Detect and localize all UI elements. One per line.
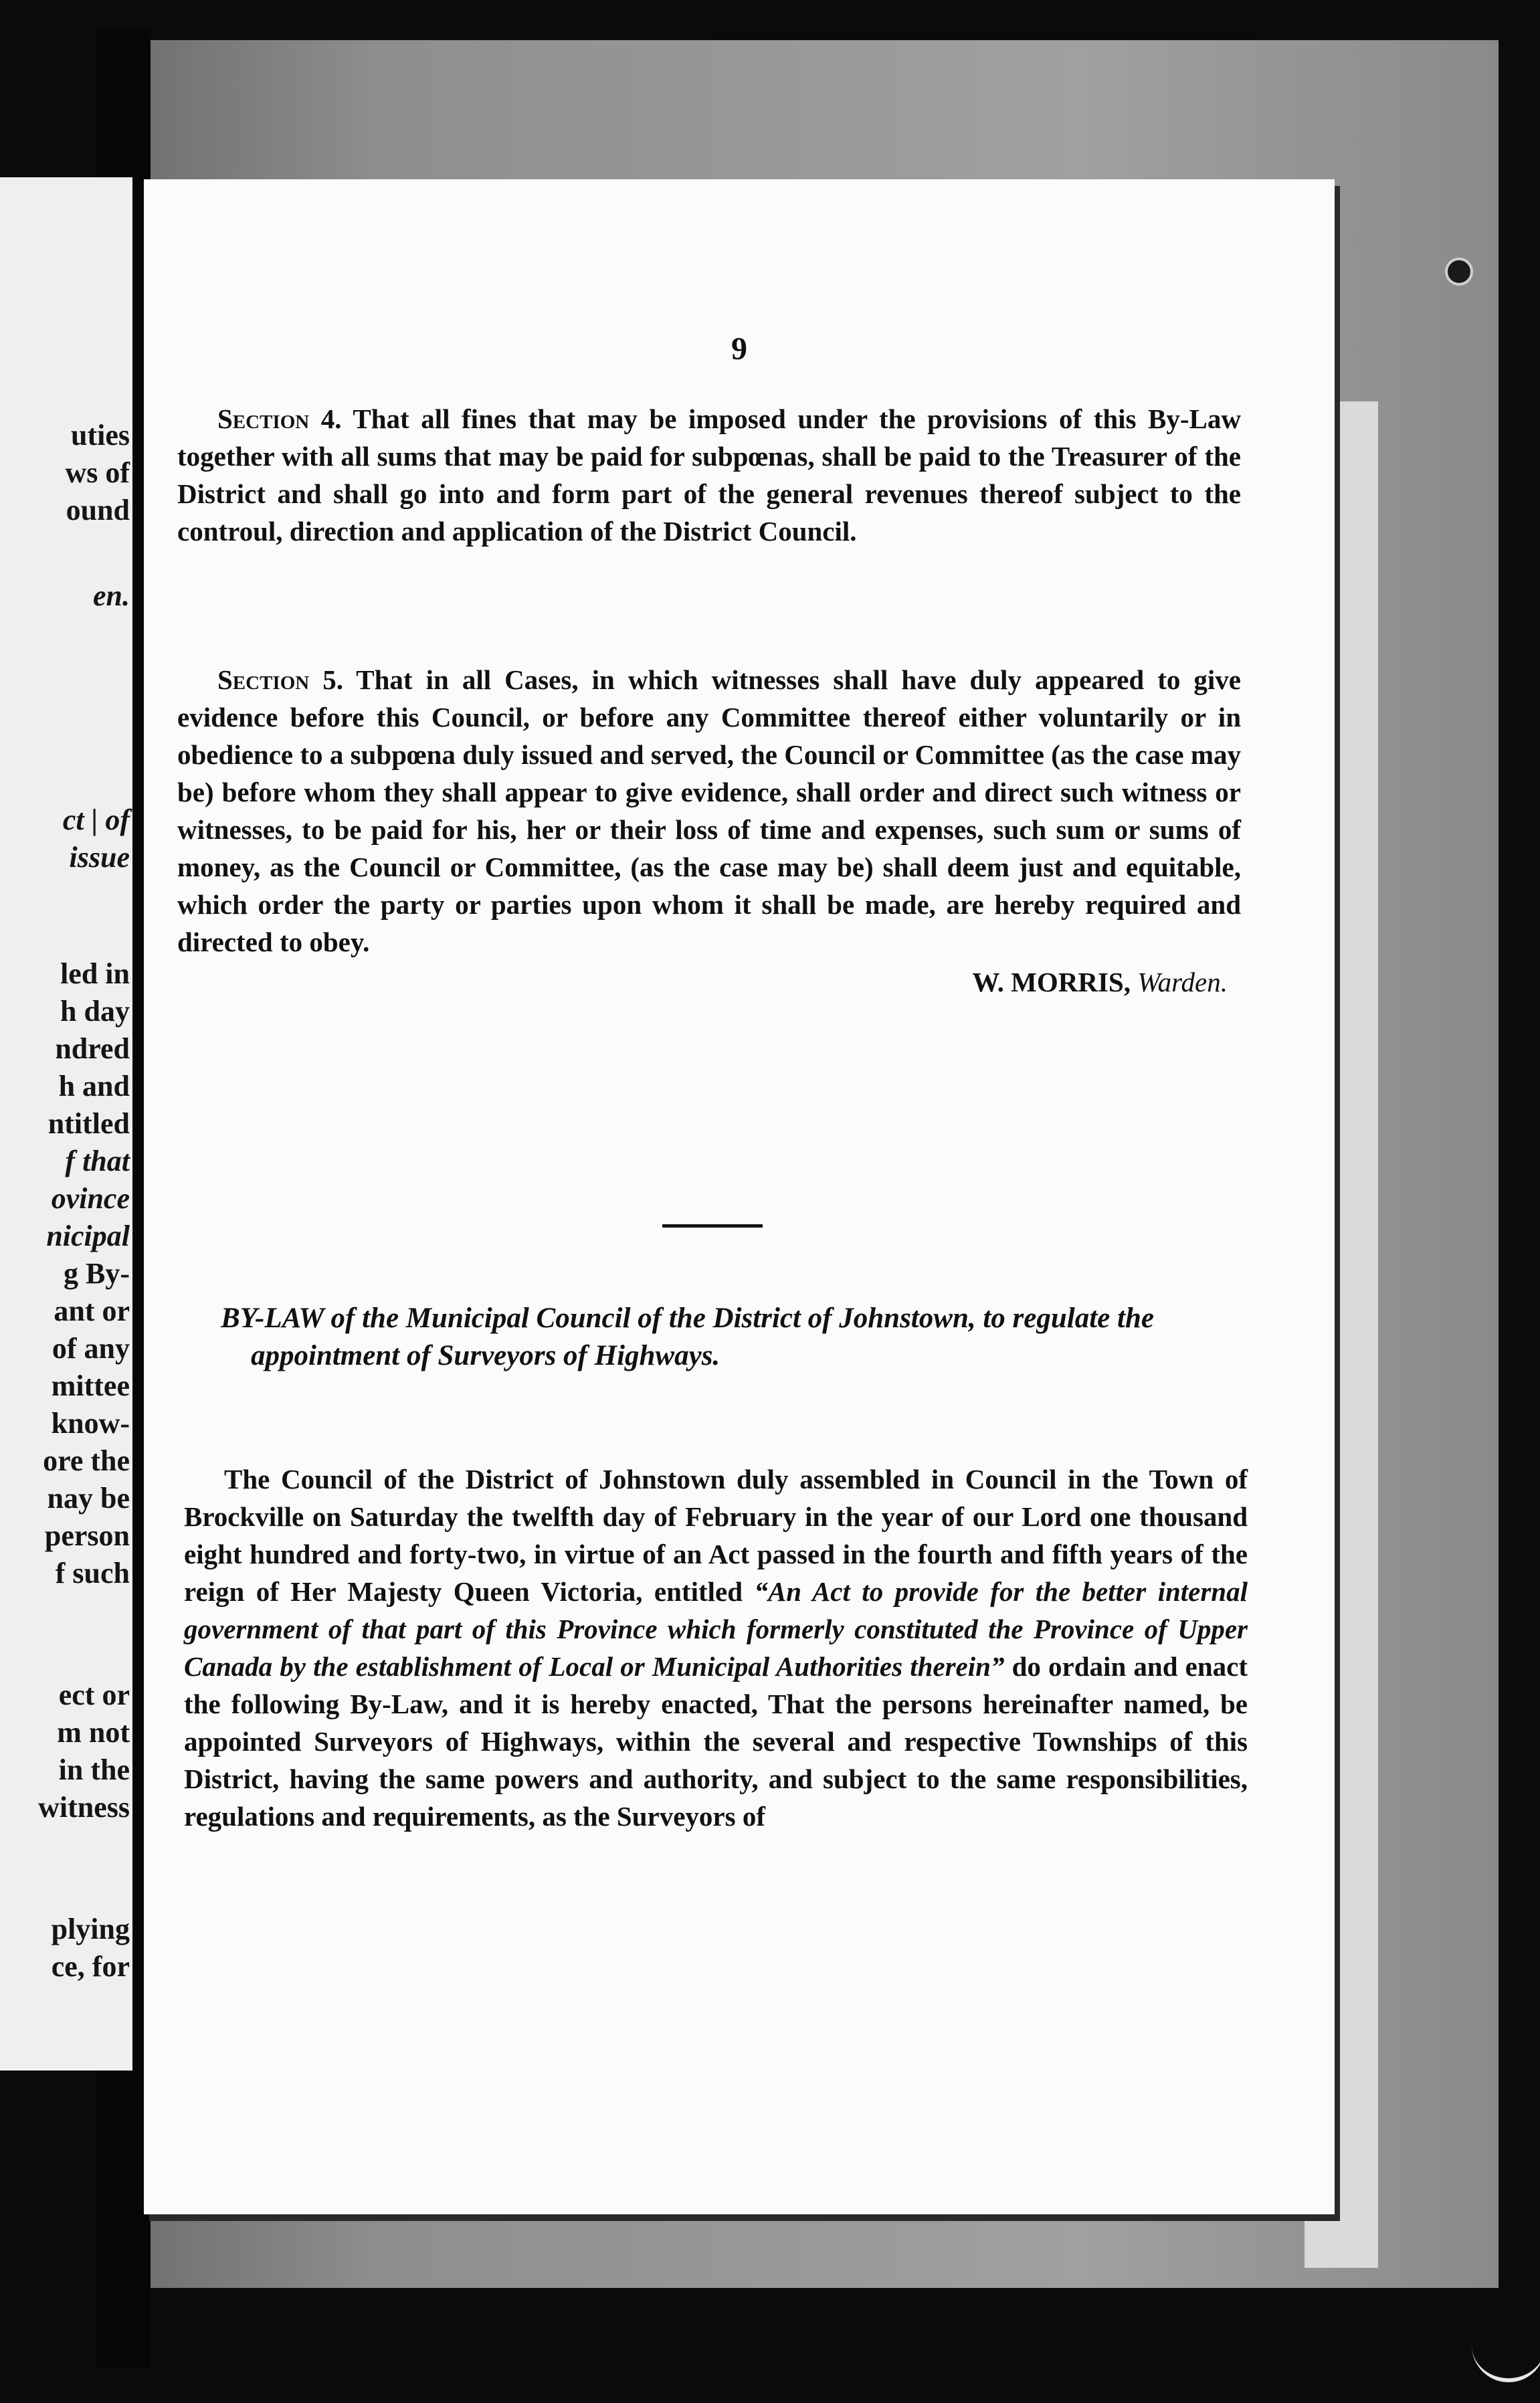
left-text-line: know-: [51, 1407, 130, 1440]
left-text-line: ect or: [58, 1678, 130, 1711]
section-4-lead: Section 4.: [217, 403, 342, 434]
left-text-line: g By-: [64, 1257, 130, 1290]
page-curl-mark: [1472, 2338, 1540, 2382]
section-4-text: That all fines that may be imposed under the provisions of this By-Law together with all sums that may be paid for subpœnas, shall be paid to the Treasurer of the District and shall go into and form part of the general revenues thereof subject to the controul, direction and application of the District Council.: [177, 403, 1242, 547]
left-text-line: person: [44, 1519, 130, 1552]
bylaw-rest-text: do ordain and enact the following By-Law, and it is hereby enacted, That the persons hereinafter named, be appointed Surveyors of Highways, within the several and respective Townships of this District, having the same powers and authority, and subject to the same responsibilities, regulations and requirements, as the Surveyors of: [184, 1651, 1248, 1832]
binding-hole: [1445, 258, 1473, 286]
left-text-line: witness: [38, 1791, 130, 1824]
left-text-line: f that: [65, 1145, 130, 1177]
warden-signature: [177, 963, 1241, 1001]
section-divider-rule: [662, 1224, 763, 1228]
section-5-text: That in all Cases, in which witnesses shall have duly appeared to give evidence before this Council, or before any Committee thereof either voluntarily or in obedience to a subpœna duly issued and served, the Council or Committee (as the case may be) before whom they shall appear to give evidence, shall order and direct such witness or witnesses, to be paid for his, her or their loss of time and expenses, such sum or sums of money, as the Council or Committee, (as the case may be) shall deem just and equitable, which order the party or parties upon whom it shall be made, are hereby required and directed to obey.: [177, 664, 1242, 957]
left-text-line: ntitled: [47, 1107, 130, 1140]
section-5-block: [177, 661, 1241, 1001]
left-text-line: ndred: [55, 1032, 130, 1065]
left-text-line: f such: [55, 1557, 130, 1590]
left-text-line: nay be: [47, 1482, 130, 1515]
left-text-line: ovince: [51, 1182, 130, 1215]
section-5-paragraph: [177, 661, 1241, 961]
act-title: “An Act to provide for the better internal government of that part of this Province which formerly constituted the Province of Upper Canada by the establishment of Local or Municipal Authorities therein”: [184, 1576, 1248, 1682]
left-text-line: en.: [93, 579, 130, 612]
left-text-line: plying: [51, 1913, 130, 1945]
left-text-line: ant or: [54, 1294, 130, 1327]
left-text-line: ce, for: [51, 1950, 130, 1983]
left-text-line: uties: [71, 419, 130, 452]
page-number: 9: [731, 331, 747, 367]
bylaw-intro-text: The Council of the District of Johnstown duly assembled in Council in the Town of Brockville on Saturday the twelfth day of February in the year of our Lord one thousand eight hundred and forty-two, in virtue of an Act passed in the fourth and fifth years of the reign of Her Majesty Queen Victoria, entitled: [184, 1464, 1248, 1607]
left-text-line: led in: [60, 957, 130, 990]
bylaw-body-paragraph: [184, 1460, 1248, 1835]
left-text-line: issue: [69, 841, 130, 874]
section-4-paragraph: [177, 400, 1241, 550]
left-text-line: ws of: [65, 456, 130, 489]
left-text-line: in the: [58, 1753, 130, 1786]
section-5-lead: Section 5.: [217, 664, 343, 695]
left-text-line: ore the: [43, 1444, 130, 1477]
document-page: [144, 179, 1335, 2214]
left-text-line: m not: [57, 1716, 130, 1749]
facing-page-fragment: [0, 177, 132, 2071]
left-text-line: h and: [58, 1070, 130, 1102]
left-text-line: ct | of: [62, 803, 130, 836]
left-text-line: ound: [66, 494, 130, 526]
left-text-line: mittee: [51, 1369, 130, 1402]
bylaw-heading: BY-LAW of the Municipal Council of the District of Johnstown, to regulate the appointment of Surveyors of Highways.: [221, 1303, 1154, 1371]
left-text-line: h day: [60, 995, 130, 1028]
signature-title: Warden.: [1137, 967, 1228, 997]
left-text-line: nicipal: [46, 1220, 130, 1252]
signature-name: W. MORRIS,: [972, 967, 1131, 997]
left-text-line: of any: [52, 1332, 130, 1365]
section-4-block: [177, 400, 1241, 550]
